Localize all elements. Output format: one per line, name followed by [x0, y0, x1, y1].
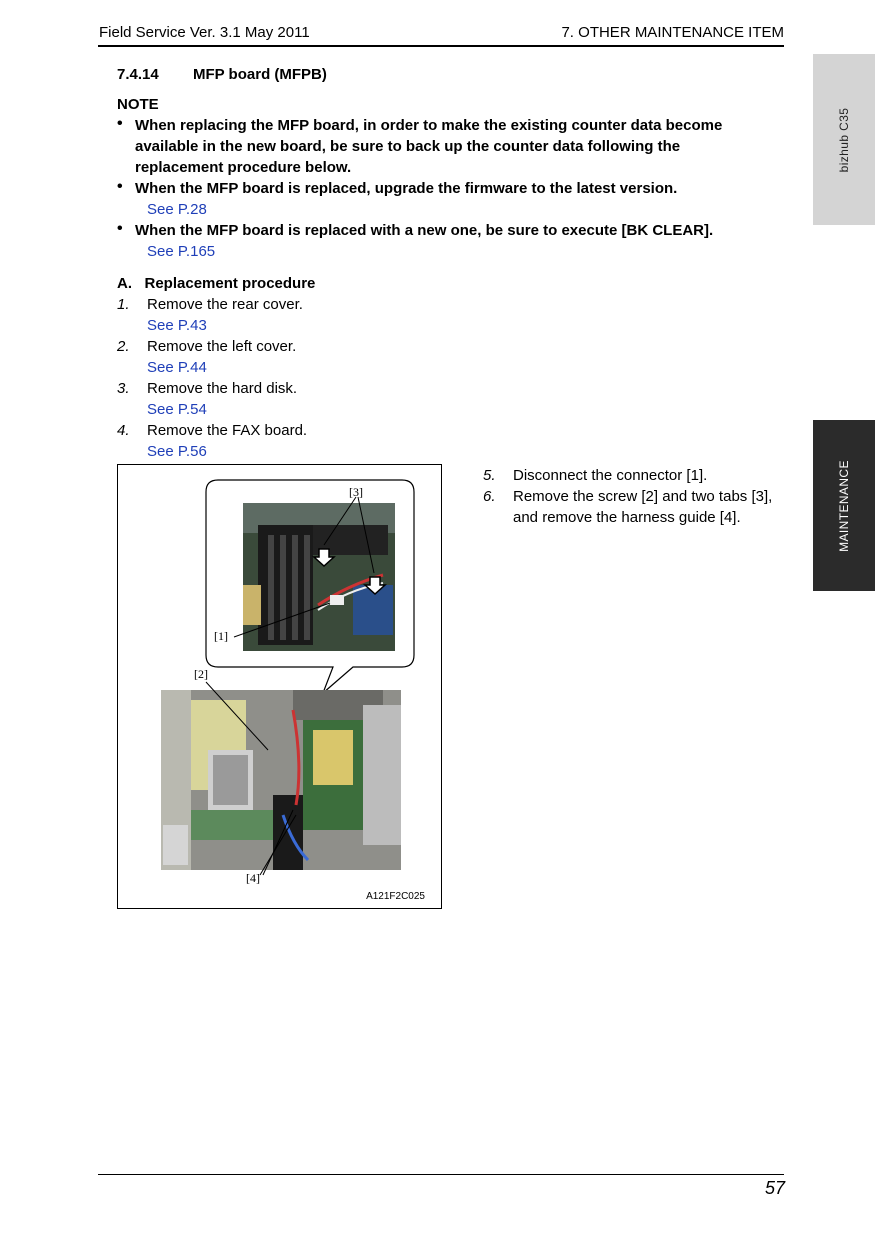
- bullet: •: [117, 220, 123, 237]
- step-number: 5.: [483, 467, 496, 484]
- note-line: When replacing the MFP board, in order to make the existing counter data become: [135, 117, 723, 134]
- section-title: [117, 66, 327, 83]
- note-line: When the MFP board is replaced, upgrade the firmware to the latest version.: [135, 180, 678, 197]
- header-rule: [98, 45, 784, 47]
- note-item: [117, 220, 787, 241]
- right-steps: [483, 465, 783, 528]
- callout-4: [4]: [246, 871, 260, 885]
- see-link[interactable]: See P.54: [147, 401, 207, 418]
- note-line: available in the new board, be sure to back up the counter data following the: [135, 138, 681, 155]
- step-number: 3.: [117, 380, 130, 397]
- figure: [117, 464, 442, 909]
- see-link[interactable]: See P.56: [147, 443, 207, 460]
- step: [117, 378, 517, 399]
- note-label: NOTE: [117, 96, 159, 113]
- note-line: When the MFP board is replaced with a new one, be sure to execute [BK CLEAR].: [135, 222, 714, 239]
- section-name: MFP board (MFPB): [193, 66, 327, 83]
- step: [483, 486, 783, 528]
- header-right: 7. OTHER MAINTENANCE ITEM: [561, 24, 784, 41]
- step: [117, 420, 517, 441]
- step: [117, 336, 517, 357]
- bullet: •: [117, 115, 123, 132]
- step-number: 6.: [483, 488, 496, 505]
- step-text: Remove the rear cover.: [147, 296, 303, 313]
- model-tab: [813, 54, 875, 225]
- procedure-title: A. Replacement procedure: [117, 275, 316, 292]
- see-link[interactable]: See P.165: [147, 243, 216, 260]
- page-number: 57: [764, 1178, 785, 1198]
- step-text: Remove the screw [2] and two tabs [3], and remove the harness guide [4].: [513, 488, 773, 526]
- step-text: Remove the hard disk.: [147, 380, 298, 397]
- see-link[interactable]: See P.28: [147, 201, 207, 218]
- callout-1: [1]: [214, 629, 228, 643]
- step: [483, 465, 783, 486]
- model-tab-label: bizhub C35: [837, 107, 851, 172]
- footer-rule: [98, 1174, 784, 1175]
- note-item: [117, 178, 787, 199]
- step-number: 2.: [117, 338, 130, 355]
- see-link[interactable]: See P.43: [147, 317, 207, 334]
- bullet: •: [117, 178, 123, 195]
- section-number: 7.4.14: [117, 66, 159, 83]
- note-item: [117, 115, 787, 178]
- section-tab-label: MAINTENANCE: [837, 459, 851, 552]
- callout-3: [3]: [349, 485, 363, 499]
- section-tab: [813, 420, 875, 591]
- step-text: Disconnect the connector [1].: [513, 467, 708, 484]
- step-text: Remove the FAX board.: [147, 422, 308, 439]
- see-link[interactable]: See P.44: [147, 359, 207, 376]
- figure-code: A121F2C025: [366, 891, 425, 902]
- procedure: [117, 273, 517, 462]
- figure-illustration: [118, 465, 441, 908]
- step-number: 4.: [117, 422, 130, 439]
- step-text: Remove the left cover.: [147, 338, 297, 355]
- step: [117, 294, 517, 315]
- note-line: replacement procedure below.: [135, 159, 352, 176]
- note-block: [117, 94, 787, 262]
- header-left: Field Service Ver. 3.1 May 2011: [99, 24, 310, 41]
- step-number: 1.: [117, 296, 130, 313]
- callout-2: [2]: [194, 667, 208, 681]
